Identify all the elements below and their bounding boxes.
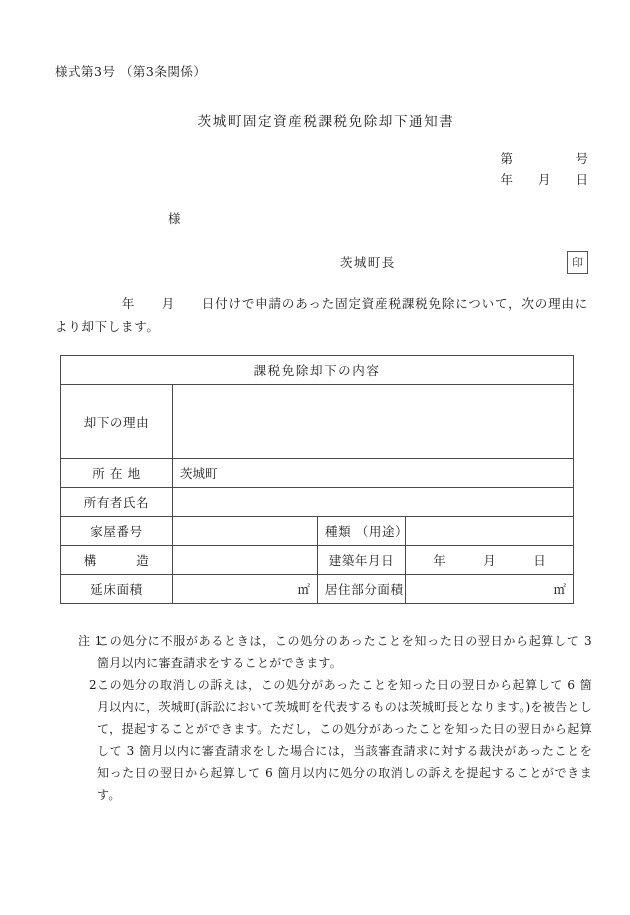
value-structure[interactable]: [173, 546, 318, 575]
issuer-row: [340, 250, 588, 274]
label-residential-area: 居住部分面積: [318, 575, 406, 604]
table-row: [61, 517, 574, 546]
footnote-marker: 注 1: [78, 634, 103, 648]
body-paragraph: 年 月 日付けで申請のあった固定資産税課税免除について，次の理由により却下します。: [55, 296, 588, 334]
label-total-floor-area: 延床面積: [61, 575, 173, 604]
footnote-text: この処分の取消しの訴えは，この処分があったことを知った日の翌日から起算して 6 箇月以内に，茨城町(訴訟において茨城町を代表するものは茨城町長となります。)を被告として，提起することができます。ただし，この処分があったことを知った日の翌日から起算して 3 箇月以内に審査請求をした場合には，当該審査請求に対する裁決があったことを知った日の翌日から起算して 6 箇月以内に処分の取消しの訴えを提起することができます。: [97, 678, 593, 802]
label-owner-name: 所有者氏名: [61, 488, 173, 517]
value-residential-area[interactable]: ㎡: [406, 575, 574, 604]
footnote-marker: 2: [89, 678, 98, 692]
footnote-item: [55, 674, 592, 806]
table-row: [61, 459, 574, 488]
label-building-type: 種類 （用途）: [318, 517, 406, 546]
table-row: [61, 385, 574, 459]
value-rejection-reason[interactable]: [173, 385, 574, 459]
reference-date-line: 年 月 日: [500, 172, 588, 187]
form-number: 様式第3号 （第3条関係）: [55, 64, 207, 79]
footnote-item: [55, 630, 592, 674]
label-house-number: 家屋番号: [61, 517, 173, 546]
label-structure: 構 造: [61, 546, 173, 575]
seal-stamp-icon: 印: [567, 251, 588, 274]
footnotes: [55, 630, 592, 806]
table-row: [61, 488, 574, 517]
value-owner-name[interactable]: [173, 488, 574, 517]
value-total-floor-area[interactable]: ㎡: [173, 575, 318, 604]
reference-block: [500, 148, 588, 190]
table-header-title: 課税免除却下の内容: [61, 356, 574, 385]
reference-number-line: 第 号: [500, 151, 588, 166]
value-house-number[interactable]: [173, 517, 318, 546]
addressee-suffix: 様: [168, 211, 182, 226]
value-building-type[interactable]: [406, 517, 574, 546]
value-construction-date[interactable]: 年 月 日: [406, 546, 574, 575]
table-row: [61, 546, 574, 575]
table-header-row: [61, 356, 574, 385]
label-rejection-reason: 却下の理由: [61, 385, 173, 459]
page-title: 茨城町固定資産税課税免除却下通知書: [197, 114, 455, 130]
value-location[interactable]: 茨城町: [173, 459, 574, 488]
label-construction-date: 建築年月日: [318, 546, 406, 575]
label-location: 所 在 地: [61, 459, 173, 488]
issuer-name: 茨城町長: [340, 255, 396, 270]
table-row: [61, 575, 574, 604]
footnote-text: この処分に不服があるときは，この処分のあったことを知った日の翌日から起算して 3 箇月以内に審査請求をすることができます。: [97, 634, 592, 670]
form-table: [60, 355, 574, 604]
